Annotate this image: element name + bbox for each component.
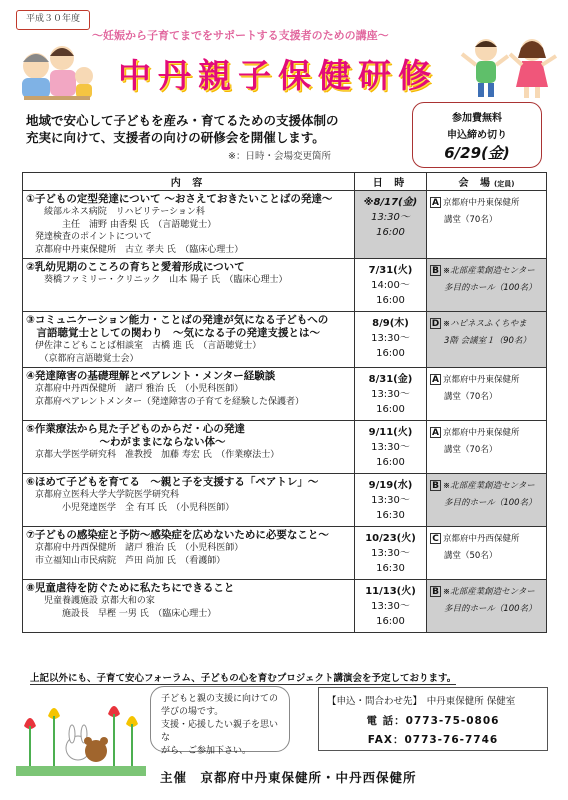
session-title: ④発達障害の基礎理解とペアレント・メンター経験談	[26, 370, 276, 382]
session-detail: 主任 浦野 由香梨 氏 （言語聴覚士）	[26, 219, 217, 230]
session-venue-cell	[427, 580, 547, 633]
venue-room: 講堂（70名）	[444, 392, 498, 402]
session-detail: 市立福知山市民病院 芦田 尚加 氏 （看護師）	[26, 555, 226, 566]
session-time: 16:00	[376, 227, 405, 238]
session-title: ③コミュニケーション能力・ことばの発達が気になる子どもへの	[26, 314, 329, 326]
intro-text	[26, 112, 406, 146]
session-detail: 葵橋ファミリー・クリニック 山本 陽子 氏 （臨床心理士）	[26, 275, 288, 285]
message-bubble	[150, 686, 290, 756]
session-time: 16:30	[376, 563, 405, 574]
session-date: 9/19(水)	[368, 480, 413, 491]
venue-room: 多目的ホール（100名）	[444, 498, 537, 508]
deadline-label: 申込締め切り	[447, 130, 507, 141]
session-content-cell	[23, 191, 355, 259]
session-content-cell	[23, 368, 355, 421]
session-date: 9/11(火)	[368, 427, 413, 438]
session-title: ⑦子どもの感染症と予防～感染症を広めないために必要なこと～	[26, 529, 329, 541]
venue-line	[430, 531, 543, 548]
page-title: 中丹親子保健研修	[118, 56, 438, 95]
session-date-cell	[355, 421, 427, 474]
session-date: ※8/17(金)	[363, 197, 418, 208]
session-date-cell	[355, 191, 427, 259]
session-detail: 京都府中丹西保健所 諸戸 雅治 氏 （小児科医師）	[26, 543, 244, 553]
session-time: 16:00	[376, 348, 405, 359]
contact-org: 中丹東保健所 保健室	[426, 696, 516, 707]
table-row	[23, 474, 547, 527]
session-date-cell	[355, 527, 427, 580]
table-row	[23, 191, 547, 259]
session-time: 14:00～	[371, 280, 410, 291]
host-organizers: 主催 京都府中丹東保健所・中丹西保健所	[160, 770, 417, 785]
venue-name: ※北部産業創造センター	[443, 481, 535, 491]
session-venue-cell	[427, 474, 547, 527]
session-time: 13:30～	[371, 601, 410, 612]
session-time: 16:00	[376, 404, 405, 415]
session-venue-cell	[427, 421, 547, 474]
header-date: 日 時	[355, 173, 427, 191]
venue-name: 京都府中丹東保健所	[443, 428, 520, 438]
venue-code: B	[430, 480, 441, 491]
session-detail: 発達検査のポイントについて	[26, 232, 152, 242]
session-time: 13:30～	[371, 389, 410, 400]
session-detail: 京都府中丹西保健所 諸戸 雅治 氏 （小児科医師）	[26, 384, 244, 394]
session-time: 13:30～	[371, 548, 410, 559]
session-detail: （京都府言語聴覚士会）	[26, 353, 139, 364]
venue-name: 京都府中丹東保健所	[443, 375, 520, 385]
venue-room: 多目的ホール（100名）	[444, 283, 537, 293]
subtitle: ～妊娠から子育てまでをサポートする支援者のための講座～	[92, 29, 389, 42]
venue-line	[430, 263, 543, 280]
family-illustration	[14, 36, 100, 102]
free-label: 参加費無料	[452, 113, 502, 124]
session-detail: 児童養護施設 京都大和の家	[26, 596, 155, 606]
session-time: 16:30	[376, 510, 405, 521]
venue-line	[430, 478, 543, 495]
session-time: 16:00	[376, 295, 405, 306]
session-time: 16:00	[376, 457, 405, 468]
venue-line	[430, 316, 543, 333]
session-detail: 京都府中丹東保健所 古立 孝夫 氏 （臨床心理士）	[26, 244, 244, 255]
session-detail: 京都大学医学研究科 准教授 加藤 寿宏 氏 （作業療法士）	[26, 450, 280, 460]
venue-name: ※ハピネスふくちやま	[443, 319, 527, 329]
session-time: 13:30～	[371, 495, 410, 506]
contact-tel: 電 話：0773-75-0806	[366, 715, 500, 727]
session-time: 13:30～	[371, 442, 410, 453]
venue-code: A	[430, 427, 441, 438]
session-title: ⑥ほめて子どもを育てる ～親と子を支援する「ペアトレ」～	[26, 476, 319, 488]
table-row	[23, 368, 547, 421]
venue-room: 3階 会議室１（90名）	[444, 336, 531, 346]
session-date-cell	[355, 368, 427, 421]
session-title: 言語聴覚士としての関わり ～気になる子の発達支援とは～	[26, 327, 320, 339]
table-row	[23, 312, 547, 368]
session-content-cell	[23, 421, 355, 474]
change-note: ※：日時・会場変更箇所	[228, 151, 331, 162]
venue-room: 多目的ホール（100名）	[444, 604, 537, 614]
session-content-cell	[23, 474, 355, 527]
session-date: 7/31(火)	[368, 265, 413, 276]
contact-header	[327, 693, 539, 707]
session-detail: 京都府立医科大学大学院医学研究科	[26, 490, 180, 500]
session-detail: 施設長 早樫 一男 氏 （臨床心理士）	[26, 608, 217, 619]
session-content-cell	[23, 259, 355, 312]
session-content-cell	[23, 312, 355, 368]
session-time: 13:30～	[371, 212, 410, 223]
venue-code: B	[430, 265, 441, 276]
message-line-3: 支援・応援したい親子を思いな	[161, 720, 279, 743]
header-venue	[427, 173, 547, 191]
venue-code: C	[430, 533, 441, 544]
session-venue-cell	[427, 259, 547, 312]
session-date-cell	[355, 474, 427, 527]
deadline-date: 6/29(金)	[444, 144, 510, 162]
footnote: 上記以外にも、子育て安心フォーラム、子どもの心を育むプロジェクト講演会を予定しております。	[30, 670, 456, 685]
session-title: ⑧児童虐待を防ぐために私たちにできること	[26, 582, 235, 594]
message-line-1: 子どもと親の支援に向けての	[161, 694, 279, 704]
message-line-4: がら、ご参加下さい。	[161, 746, 252, 756]
venue-code: A	[430, 374, 441, 385]
session-title: ②乳幼児期のこころの育ちと愛着形成について	[26, 261, 245, 273]
header-content: 内 容	[23, 173, 355, 191]
table-row	[23, 580, 547, 633]
session-date-cell	[355, 312, 427, 368]
table-row	[23, 527, 547, 580]
session-date-cell	[355, 259, 427, 312]
schedule-body	[23, 191, 547, 633]
fee-deadline-box	[412, 102, 542, 168]
session-venue-cell	[427, 191, 547, 259]
header-venue-label: 会 場	[458, 178, 495, 189]
venue-line	[430, 195, 543, 212]
session-venue-cell	[427, 312, 547, 368]
session-date: 11/13(火)	[365, 586, 416, 597]
table-header-row	[23, 173, 547, 191]
venue-name: ※北部産業創造センター	[443, 587, 535, 597]
venue-line	[430, 584, 543, 601]
table-row	[23, 259, 547, 312]
venue-name: 京都府中丹東保健所	[443, 198, 520, 208]
fiscal-year-badge: 平成３０年度	[16, 10, 90, 30]
venue-code: A	[430, 197, 441, 208]
venue-room: 講堂（70名）	[444, 445, 498, 455]
session-detail: 京都府ペアレントメンター（発達障害の子育てを経験した保護者）	[26, 396, 304, 407]
venue-code: B	[430, 586, 441, 597]
contact-fax: FAX：0773-76-7746	[367, 734, 499, 746]
children-illustration	[456, 32, 560, 102]
session-detail: 伊佐津こどもことば相談室 古橋 進 氏 （言語聴覚士）	[26, 341, 262, 351]
contact-box	[318, 687, 548, 751]
contact-label: 【申込・問合わせ先】	[327, 696, 418, 707]
session-date-cell	[355, 580, 427, 633]
session-date: 10/23(火)	[365, 533, 416, 544]
venue-room: 講堂（50名）	[444, 551, 498, 561]
session-detail: 綾部ルネス病院 リハビリテーション科	[26, 207, 205, 217]
venue-line	[430, 425, 543, 442]
intro-line-2: 充実に向けて、支援者の向けの研修会を開催します。	[26, 130, 325, 145]
session-date: 8/31(金)	[368, 374, 413, 385]
session-venue-cell	[427, 368, 547, 421]
session-detail: 小児発達医学 全 有耳 氏 （小児科医師）	[26, 502, 235, 513]
header-venue-sub: (定員)	[494, 180, 515, 188]
schedule-table	[22, 172, 547, 633]
venue-code: D	[431, 319, 440, 329]
venue-room: 講堂（70名）	[444, 215, 498, 225]
venue-name: ※北部産業創造センター	[443, 266, 535, 276]
session-time: 16:00	[376, 616, 405, 627]
session-content-cell	[23, 527, 355, 580]
table-row	[23, 421, 547, 474]
session-title: ～わがままにならない体～	[26, 436, 226, 448]
session-title: ①子どもの定型発達について ～おさえておきたいことばの発達～	[26, 193, 333, 205]
session-content-cell	[23, 580, 355, 633]
venue-name: 京都府中丹西保健所	[443, 534, 520, 544]
session-venue-cell	[427, 527, 547, 580]
intro-line-1: 地域で安心して子どもを産み・育てるための支援体制の	[26, 113, 339, 128]
tulips-bear-illustration	[16, 696, 146, 776]
session-title: ⑤作業療法から見た子どものからだ・心の発達	[26, 423, 245, 435]
session-time: 13:30～	[371, 333, 410, 344]
venue-line	[430, 372, 543, 389]
message-line-2: 学びの場です。	[161, 707, 224, 717]
session-date: 8/9(木)	[372, 318, 409, 329]
